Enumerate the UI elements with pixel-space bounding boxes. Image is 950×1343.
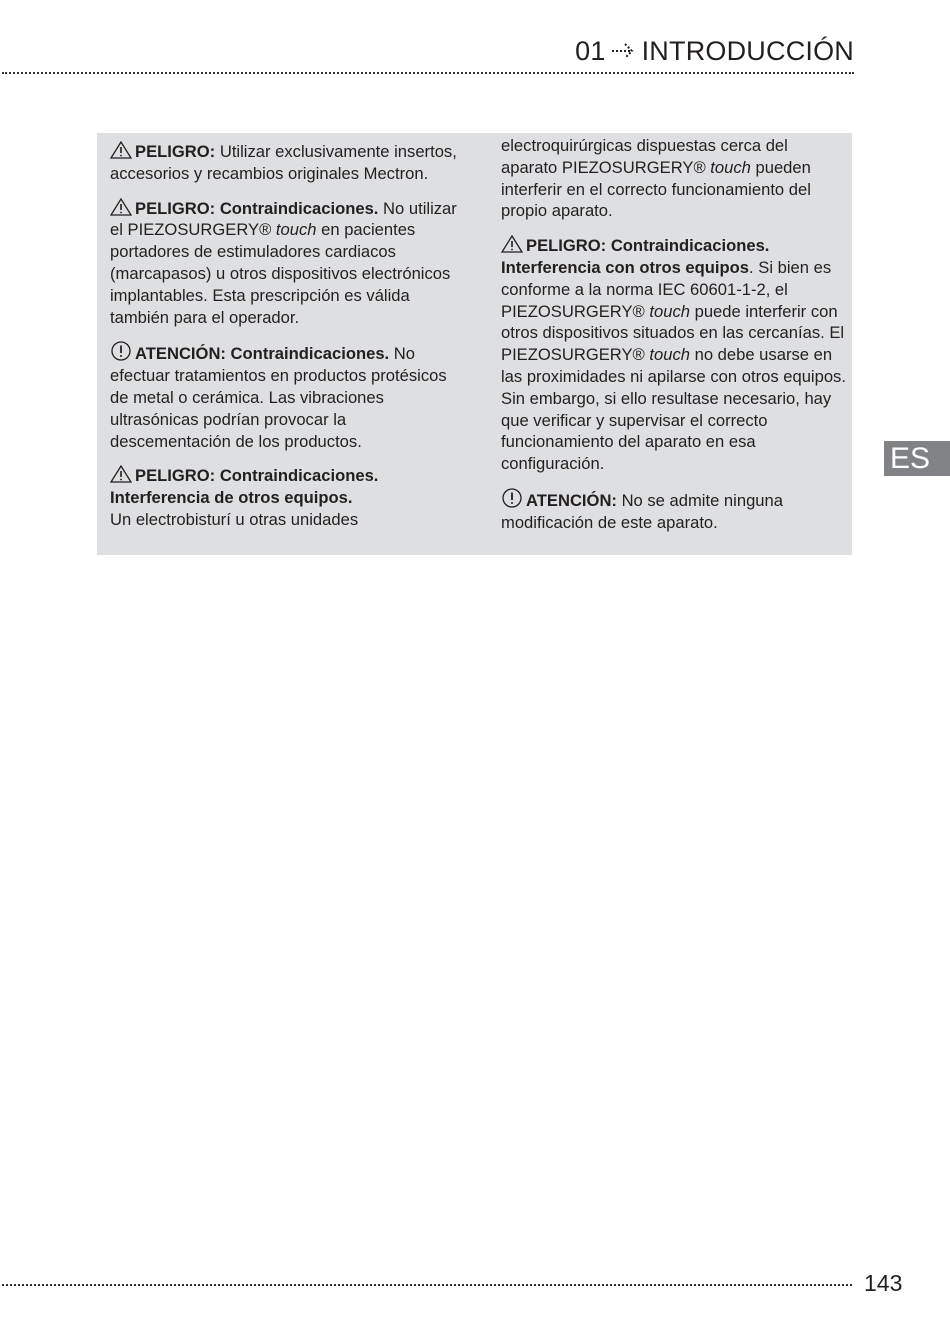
- page-number: 143: [864, 1270, 903, 1296]
- header-divider: [2, 72, 854, 74]
- warning-paragraph: PELIGRO: Contraindicaciones. No utilizar el PIEZOSURGERY® touch en pacientes portadores de estimuladores cardiacos (marcapasos) u otros dispositivos electrónicos implantables. Esta prescripción es válida también para el operador.: [110, 198, 457, 327]
- page-header: [0, 36, 854, 68]
- warning-triangle-icon: [110, 141, 132, 159]
- chapter-title: INTRODUCCIÓN: [641, 36, 854, 66]
- warning-label: PELIGRO: Contraindicaciones.: [135, 198, 379, 218]
- warning-triangle-icon: [110, 198, 132, 216]
- warning-label: PELIGRO: Contraindicaciones.: [526, 236, 770, 256]
- warning-paragraph: PELIGRO: Contraindicaciones. Interferencia con otros equipos. Si bien es conforme a la norma IEC 60601-1-2, el PIEZOSURGERY® touch puede interferir con otros dispositivos situados en las cercanías. El PIEZOSURGERY® touch no debe usarse en las proximidades ni apilarse con otros equipos. Sin embargo, si ello resultase necesario, hay que verificar y supervisar el correcto funcionamiento del aparato en esa configuración.: [501, 236, 846, 474]
- exclamation-circle-icon: [110, 341, 132, 359]
- warning-label: PELIGRO:: [135, 142, 216, 161]
- warning-triangle-icon: [110, 465, 132, 483]
- left-column: [110, 141, 460, 531]
- right-column: [501, 135, 846, 534]
- warning-paragraph: PELIGRO: Contraindicaciones. Interferencia de otros equipos. Un electrobisturí u otras unidades: [110, 466, 379, 529]
- attention-label: ATENCIÓN:: [526, 490, 617, 510]
- footer-divider: [2, 1284, 852, 1286]
- attention-label: ATENCIÓN: Contraindicaciones.: [135, 344, 390, 364]
- warning-triangle-icon: [501, 235, 523, 253]
- warning-box: [97, 133, 852, 555]
- warning-label: PELIGRO: Contraindicaciones.: [135, 466, 379, 486]
- warning-sublabel: Interferencia con otros equipos: [501, 257, 750, 277]
- chapter-number: 01: [575, 36, 606, 66]
- dotted-arrow-icon: [610, 37, 638, 68]
- exclamation-circle-icon: [501, 488, 523, 506]
- attention-paragraph: ATENCIÓN: No se admite ninguna modificación de este aparato.: [501, 488, 846, 534]
- warning-sublabel: Interferencia de otros equipos.: [110, 488, 353, 508]
- warning-paragraph: PELIGRO: Utilizar exclusivamente insertos, accesorios y recambios originales Mectron.: [110, 142, 457, 183]
- attention-paragraph: ATENCIÓN: Contraindicaciones. No efectuar tratamientos en productos protésicos de metal o cerámica. Las vibraciones ultrasónicas podrían provocar la descementación de los productos.: [110, 341, 460, 452]
- language-tab: ES: [884, 441, 950, 476]
- continued-paragraph: electroquirúrgicas dispuestas cerca del aparato PIEZOSURGERY® touch pueden interferir en el correcto funcionamiento del propio aparato.: [501, 136, 811, 221]
